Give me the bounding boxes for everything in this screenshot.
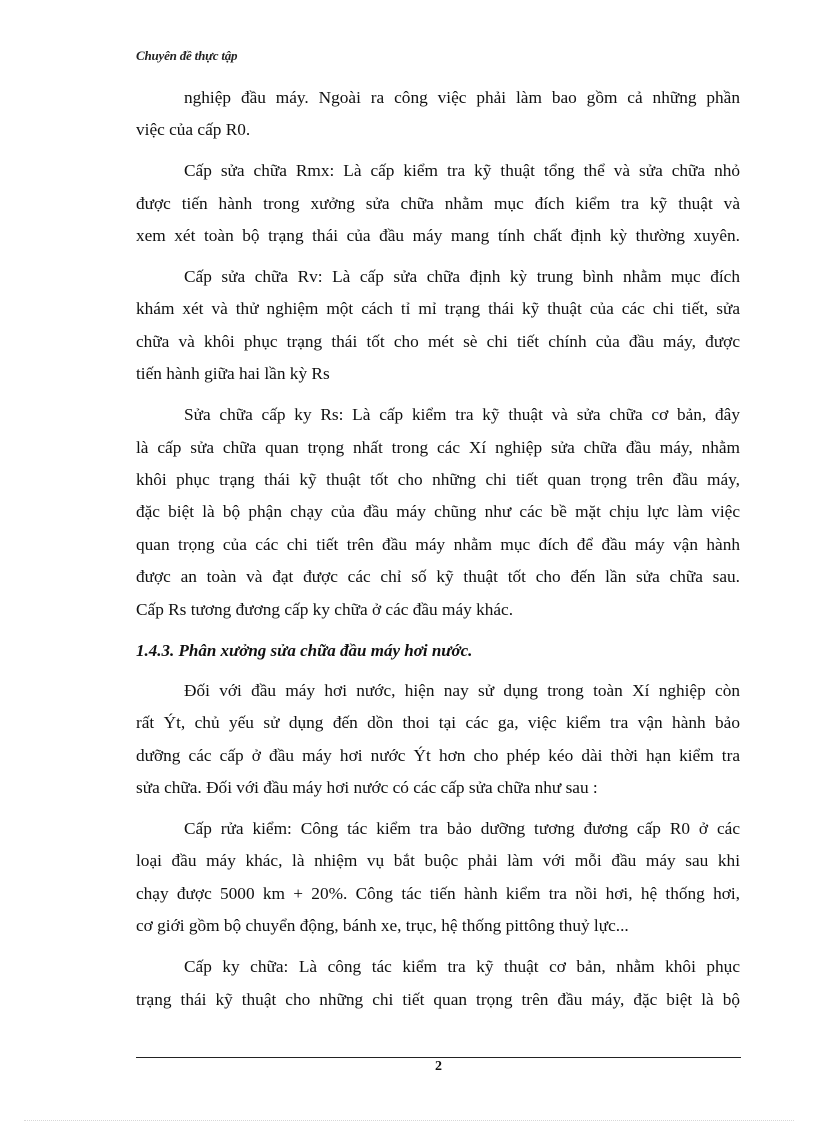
text-line: được tiến hành trong xưởng sửa chữa nhằm mục đích kiểm tra kỹ thuật và — [136, 193, 740, 213]
paragraph — [136, 399, 740, 626]
section-heading: 1.4.3. Phân xưởng sửa chữa đầu máy hơi nước. — [136, 640, 473, 660]
page-header: Chuyên đề thực tập — [136, 48, 238, 63]
text-line: là cấp sửa chữa quan trọng nhất trong các Xí nghiệp sửa chữa đầu máy, nhằm — [136, 437, 740, 457]
text-line: cơ giới gồm bộ chuyển động, bánh xe, trục, hệ thống pittông thuỷ lực... — [136, 916, 629, 936]
text-line: chạy được 5000 km + 20%. Công tác tiến hành kiểm tra nồi hơi, hệ thống hơi, — [136, 883, 740, 903]
text-line: quan trọng của các chi tiết trên đầu máy nhằm mục đích để đầu máy vận hành — [136, 534, 740, 554]
text-line: tiến hành giữa hai lần kỳ Rs — [136, 364, 330, 384]
text-line: việc của cấp R0. — [136, 120, 251, 140]
text-line: sửa chữa. Đối với đầu máy hơi nước có các cấp sửa chữa như sau : — [136, 778, 598, 798]
text-line: đặc biệt là bộ phận chạy của đầu máy chũng như các bề mặt chịu lực làm việc — [136, 502, 740, 522]
text-line: loại đầu máy khác, là nhiệm vụ bắt buộc phải làm với mỗi đầu máy sau khi — [136, 851, 740, 871]
text-line: chữa và khôi phục trạng thái tốt cho mét sè chi tiết chính của đầu máy, được — [136, 331, 740, 351]
paragraph — [136, 951, 740, 1016]
text-line: Cấp sửa chữa Rv: Là cấp sửa chữa định kỳ trung bình nhằm mục đích — [184, 267, 740, 287]
paragraph — [136, 82, 740, 147]
page-number: 2 — [435, 1059, 442, 1074]
text-line: khôi phục trạng thái kỹ thuật tốt cho những chi tiết quan trọng trên đầu máy, — [136, 469, 740, 489]
document-body — [136, 82, 740, 1024]
paragraph — [136, 261, 740, 391]
page-bottom-edge — [24, 1120, 794, 1121]
paragraph — [136, 813, 740, 943]
text-line: được an toàn và đạt được các chỉ số kỹ thuật tốt cho đến lần sửa chữa sau. — [136, 567, 740, 587]
text-line: Cấp Rs tương đương cấp ky chữa ở các đầu máy khác. — [136, 599, 514, 619]
text-line: Cấp ky chữa: Là công tác kiểm tra kỹ thuật cơ bản, nhằm khôi phục — [184, 957, 740, 977]
text-line: Sửa chữa cấp ky Rs: Là cấp kiểm tra kỹ thuật và sửa chữa cơ bản, đây — [184, 405, 740, 425]
text-line: trạng thái kỹ thuật cho những chi tiết quan trọng trên đầu máy, đặc biệt là bộ — [136, 989, 740, 1009]
text-line: rất Ýt, chủ yếu sử dụng đến dồn thoi tại các ga, việc kiểm tra vận hành bảo — [136, 713, 740, 733]
text-line: Cấp rửa kiểm: Công tác kiểm tra bảo dưỡng tương đương cấp R0 ở các — [184, 819, 740, 839]
text-line: Cấp sửa chữa Rmx: Là cấp kiểm tra kỹ thuật tổng thể và sửa chữa nhỏ — [184, 161, 740, 181]
text-line: Đối với đầu máy hơi nước, hiện nay sử dụng trong toàn Xí nghiệp còn — [184, 680, 740, 700]
text-line: dưỡng các cấp ở đầu máy hơi nước Ýt hơn cho phép kéo dài thời hạn kiểm tra — [136, 745, 740, 765]
footer-divider — [136, 1057, 741, 1058]
text-line: nghiệp đầu máy. Ngoài ra công việc phải làm bao gồm cả những phần — [184, 88, 740, 107]
text-line: xem xét toàn bộ trạng thái của đầu máy mang tính chất định kỳ thường xuyên. — [136, 226, 740, 246]
paragraph — [136, 155, 740, 252]
paragraph — [136, 675, 740, 805]
text-line: khám xét và thử nghiệm một cách tỉ mỉ trạng thái kỹ thuật của các chi tiết, sửa — [136, 299, 740, 319]
